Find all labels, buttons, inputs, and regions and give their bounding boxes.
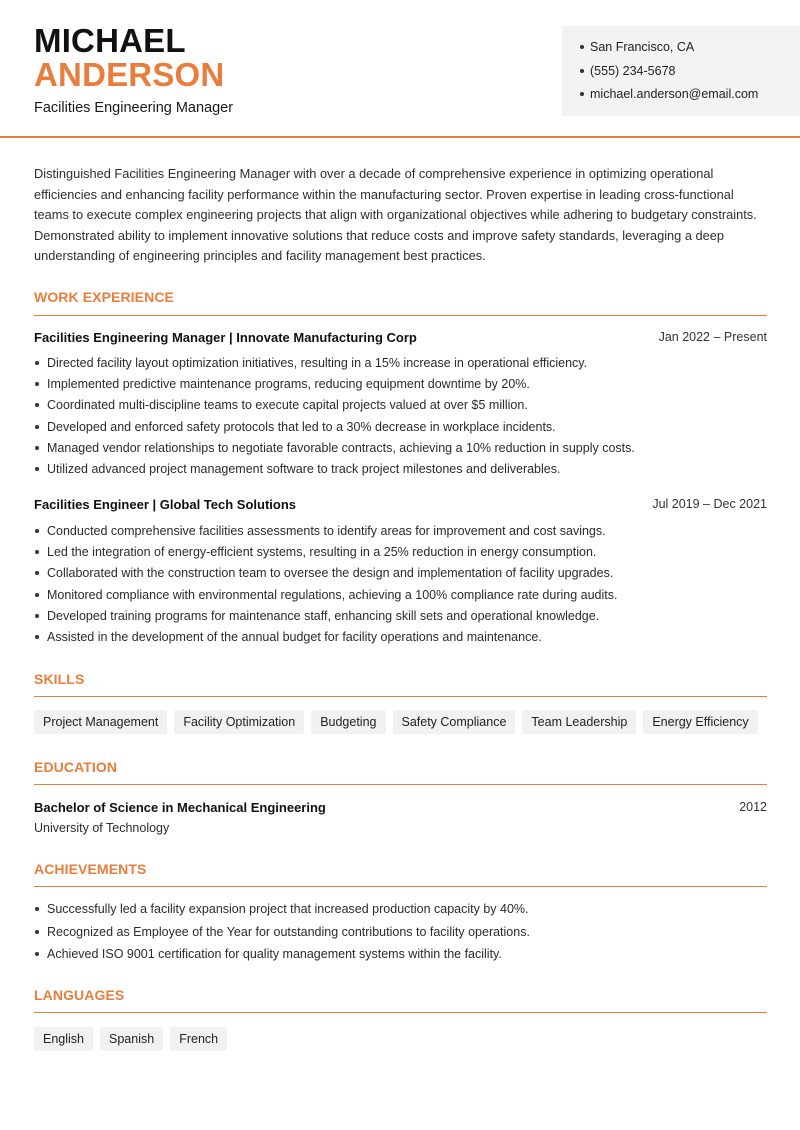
job-dates: Jul 2019 – Dec 2021 — [652, 497, 767, 511]
section-divider — [34, 1012, 767, 1013]
list-item: Implemented predictive maintenance programs, reducing equipment downtime by 20%. — [34, 375, 767, 396]
skill-tag: Safety Compliance — [393, 710, 516, 734]
section-divider — [34, 315, 767, 316]
list-item: Conducted comprehensive facilities assessments to identify areas for improvement and cost savings. — [34, 522, 767, 543]
list-item: Developed and enforced safety protocols that led to a 30% decrease in workplace incidents. — [34, 418, 767, 439]
language-tag: Spanish — [100, 1027, 163, 1051]
language-tags — [34, 1027, 227, 1051]
section-title-skills: SKILLS — [34, 671, 85, 687]
contact-phone: (555) 234-5678 — [580, 62, 800, 86]
list-item: Directed facility layout optimization initiatives, resulting in a 15% increase in operational efficiency. — [34, 354, 767, 375]
list-item: Developed training programs for maintenance staff, enhancing skill sets and operational knowledge. — [34, 607, 767, 628]
language-tag: French — [170, 1027, 227, 1051]
job-role: Facilities Engineering Manager | Innovate Manufacturing Corp — [34, 330, 417, 345]
skills-tags — [34, 710, 758, 734]
list-item: Collaborated with the construction team to oversee the design and implementation of facility upgrades. — [34, 564, 767, 585]
education-degree: Bachelor of Science in Mechanical Engineering — [34, 800, 326, 815]
list-item: Coordinated multi-discipline teams to execute capital projects valued at over $5 million. — [34, 396, 767, 417]
list-item: Utilized advanced project management software to track project milestones and deliverables. — [34, 460, 767, 481]
skill-tag: Project Management — [34, 710, 167, 734]
last-name: ANDERSON — [34, 56, 225, 93]
section-divider — [34, 784, 767, 785]
skill-tag: Budgeting — [311, 710, 385, 734]
list-item: Achieved ISO 9001 certification for quality management systems within the facility. — [34, 945, 767, 968]
contact-location: San Francisco, CA — [580, 38, 800, 62]
list-item: Assisted in the development of the annual budget for facility operations and maintenance. — [34, 628, 767, 649]
list-item: Successfully led a facility expansion project that increased production capacity by 40%. — [34, 900, 767, 923]
list-item: Managed vendor relationships to negotiate favorable contracts, achieving a 10% reduction in supply costs. — [34, 439, 767, 460]
section-divider — [34, 696, 767, 697]
education-year: 2012 — [739, 800, 767, 814]
section-title-education: EDUCATION — [34, 759, 118, 775]
contact-box — [562, 26, 800, 116]
skill-tag: Facility Optimization — [174, 710, 304, 734]
job-role: Facilities Engineer | Global Tech Solutions — [34, 497, 296, 512]
job-dates: Jan 2022 – Present — [658, 330, 767, 344]
language-tag: English — [34, 1027, 93, 1051]
job-bullets — [34, 354, 767, 481]
summary: Distinguished Facilities Engineering Manager with over a decade of comprehensive experience in optimizing operational efficiencies and enhancing facility performance within the manufacturing sector. Proven expertise in leading cross-functional teams to execute complex engineering projects that align with organizational objectives while adhering to budgetary constraints. Demonstrated ability to implement innovative solutions that reduce costs and improve safety standards, leveraging a deep understanding of engineering principles and facility management best practices. — [34, 166, 757, 263]
section-title-languages: LANGUAGES — [34, 987, 125, 1003]
section-divider — [34, 886, 767, 887]
skill-tag: Energy Efficiency — [643, 710, 757, 734]
list-item: Monitored compliance with environmental regulations, achieving a 100% compliance rate during audits. — [34, 586, 767, 607]
first-name: MICHAEL — [34, 22, 186, 59]
job-title: Facilities Engineering Manager — [34, 100, 234, 116]
section-title-work: WORK EXPERIENCE — [34, 289, 174, 305]
job-bullets — [34, 522, 767, 649]
contact-email[interactable]: michael.anderson@email.com — [580, 85, 800, 109]
education-school: University of Technology — [34, 821, 170, 835]
skill-tag: Team Leadership — [522, 710, 636, 734]
section-title-achievements: ACHIEVEMENTS — [34, 861, 147, 877]
list-item: Led the integration of energy-efficient systems, resulting in a 25% reduction in energy consumption. — [34, 543, 767, 564]
achievement-bullets — [34, 900, 767, 968]
list-item: Recognized as Employee of the Year for outstanding contributions to facility operations. — [34, 923, 767, 946]
resume-header — [0, 0, 800, 138]
